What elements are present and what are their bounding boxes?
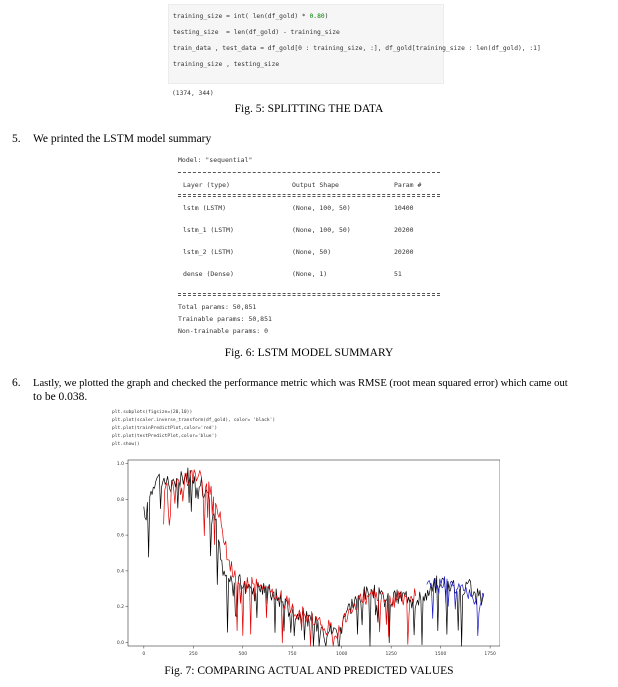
y-tick-label: 0.0 xyxy=(116,640,124,646)
x-tick-label: 0 xyxy=(142,652,146,657)
code-cell-splitting xyxy=(168,4,541,84)
code-cell-plot xyxy=(112,409,500,451)
total-params: Total params: 50,851 xyxy=(178,303,257,311)
row-shape: (None, 100, 50) xyxy=(292,204,351,212)
figure-caption-7: Fig. 7: COMPARING ACTUAL AND PREDICTED VALUES xyxy=(164,665,454,677)
divider xyxy=(178,172,440,173)
figure-caption-6: Fig. 6: LSTM MODEL SUMMARY xyxy=(224,347,394,359)
non-trainable-params: Non-trainable params: 0 xyxy=(178,327,269,335)
list-number: 6. xyxy=(12,377,21,389)
line-chart xyxy=(112,458,500,658)
list-item-text: We printed the LSTM model summary xyxy=(33,133,212,145)
row-param: 20200 xyxy=(394,226,414,234)
figure-caption-5: Fig. 5: SPLITTING THE DATA xyxy=(234,103,384,115)
list-number: 5. xyxy=(12,133,21,145)
trainable-params: Trainable params: 50,851 xyxy=(178,315,272,323)
list-item-text: Lastly, we plotted the graph and checked the performance metric which was RMSE (root mean squared error) which came out xyxy=(33,378,568,389)
code-line: train_data , test_data = df_gold[0 : training_size, :], df_gold[training_size : len(df_gold), :1] xyxy=(173,45,541,52)
y-tick-label: 0.4 xyxy=(116,569,124,575)
row-param: 20200 xyxy=(394,248,414,256)
code-line: plt.subplots(figsize=(20,10)) xyxy=(112,410,193,415)
row-shape: (None, 50) xyxy=(292,248,332,256)
x-tick-label: 1500 xyxy=(434,652,447,657)
y-tick-label: 0.6 xyxy=(116,533,124,539)
x-tick-label: 500 xyxy=(238,652,248,657)
code-line: plt.plot(testPredictPlot,color='blue') xyxy=(112,434,218,439)
y-tick-label: 0.2 xyxy=(116,605,124,611)
row-shape: (None, 1) xyxy=(292,270,328,278)
row-layer: lstm_1 (LSTM) xyxy=(183,226,234,234)
model-summary xyxy=(170,152,440,342)
chart-svg xyxy=(112,458,500,658)
code-line: plt.show() xyxy=(112,442,140,447)
row-layer: dense (Dense) xyxy=(183,270,234,278)
code-line: testing_size = len(df_gold) - training_size xyxy=(173,29,340,36)
x-tick-label: 1000 xyxy=(335,652,348,657)
code-line: plt.plot(trainPredictPlot,color='red') xyxy=(112,426,218,431)
y-tick-label: 1.0 xyxy=(116,462,124,468)
x-tick-label: 750 xyxy=(287,652,297,657)
row-param: 51 xyxy=(394,270,402,278)
header-shape: Output Shape xyxy=(292,181,339,189)
row-layer: lstm_2 (LSTM) xyxy=(183,248,234,256)
code-output: (1374, 344) xyxy=(172,90,214,97)
model-name: Model: "sequential" xyxy=(178,156,253,164)
x-tick-label: 1750 xyxy=(484,652,496,657)
header-layer: Layer (type) xyxy=(183,181,230,189)
x-tick-label: 250 xyxy=(189,652,198,657)
header-param: Param # xyxy=(394,181,422,189)
row-param: 10400 xyxy=(394,204,414,212)
code-line: training_size = int( len(df_gold) * 0.80) xyxy=(173,13,329,20)
row-layer: lstm (LSTM) xyxy=(183,204,227,212)
code-line: plt.plot(scaler.inverse_transform(df_gold), color= 'black') xyxy=(112,418,276,423)
x-tick-label: 1250 xyxy=(385,652,397,657)
list-item-text: to be 0.038. xyxy=(33,391,88,403)
code-line: training_size , testing_size xyxy=(173,61,280,68)
divider xyxy=(178,293,440,296)
row-shape: (None, 100, 50) xyxy=(292,226,351,234)
divider xyxy=(178,194,440,197)
y-tick-label: 0.8 xyxy=(116,497,124,503)
